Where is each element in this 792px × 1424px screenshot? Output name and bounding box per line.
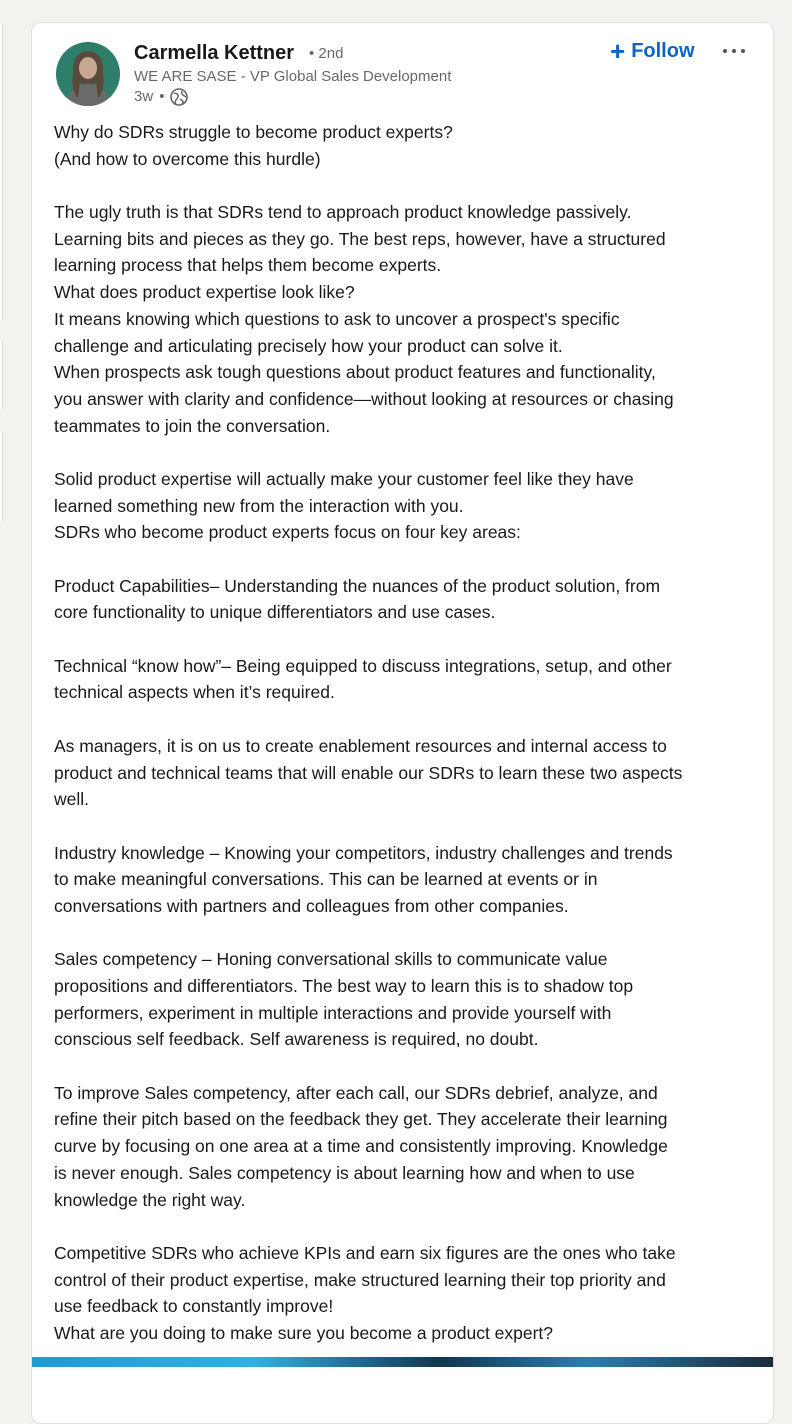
author-name[interactable]: Carmella Kettner xyxy=(134,42,295,64)
left-panel-edge xyxy=(0,432,3,522)
more-options-button[interactable] xyxy=(720,37,748,65)
post-text-line: learned something new from the interaction with you. xyxy=(54,495,464,516)
post-text-line: conversations with partners and colleagues from other companies. xyxy=(54,895,569,916)
post-text-line: (And how to overcome this hurdle) xyxy=(54,148,321,169)
post-text-line: What are you doing to make sure you become a product expert? xyxy=(54,1322,554,1343)
paragraph-break xyxy=(54,813,758,840)
post-time: 3w xyxy=(134,88,154,105)
paragraph-break xyxy=(54,172,758,199)
post-text-line: What does product expertise look like? xyxy=(54,282,355,303)
more-icon xyxy=(722,48,746,54)
feed-post-card xyxy=(31,22,774,1424)
left-panel-edge xyxy=(0,24,3,320)
post-text-line: core functionality to unique differentiators and use cases. xyxy=(54,602,496,623)
paragraph-break xyxy=(54,920,758,947)
paragraph-break xyxy=(54,626,758,653)
post-text-line: to make meaningful conversations. This can be learned at events or in xyxy=(54,869,598,890)
post-text-line: use feedback to constantly improve! xyxy=(54,1296,334,1317)
post-text-line: knowledge the right way. xyxy=(54,1189,246,1210)
post-text-line: To improve Sales competency, after each call, our SDRs debrief, analyze, and xyxy=(54,1082,658,1103)
post-text-line: learning process that helps them become experts. xyxy=(54,255,442,276)
post-text-line: well. xyxy=(54,789,90,810)
paragraph-break xyxy=(54,546,758,573)
post-text-line: is never enough. Sales competency is about learning how and when to use xyxy=(54,1162,635,1183)
post-text-line: conscious self feedback. Self awareness is required, no doubt. xyxy=(54,1029,539,1050)
avatar[interactable] xyxy=(56,42,120,106)
author-headline: WE ARE SASE - VP Global Sales Development xyxy=(134,68,452,85)
post-text-line: technical aspects when it’s required. xyxy=(54,682,335,703)
connection-degree: • 2nd xyxy=(309,45,344,62)
separator-dot: • xyxy=(159,88,165,105)
follow-label: Follow xyxy=(631,39,695,62)
post-text-line: challenge and articulating precisely how your product can solve it. xyxy=(54,335,563,356)
post-text-line: Industry knowledge – Knowing your competitors, industry challenges and trends xyxy=(54,842,673,863)
post-text-line: performers, experiment in multiple interactions and provide yourself with xyxy=(54,1002,612,1023)
post-text-line: control of their product expertise, make structured learning their top priority and xyxy=(54,1269,666,1290)
plus-icon: + xyxy=(610,36,626,66)
paragraph-break xyxy=(54,1053,758,1080)
left-panel-edge xyxy=(0,340,3,410)
paragraph-break xyxy=(54,439,758,466)
post-text-line: Competitive SDRs who achieve KPIs and earn six figures are the ones who take xyxy=(54,1242,676,1263)
paragraph-break xyxy=(54,1213,758,1240)
post-text-line: It means knowing which questions to ask to uncover a prospect's specific xyxy=(54,308,620,329)
post-image[interactable] xyxy=(32,1357,773,1367)
post-text-line: Why do SDRs struggle to become product experts? xyxy=(54,122,453,142)
globe-icon xyxy=(170,88,188,106)
post-text-line: teammates to join the conversation. xyxy=(54,415,331,436)
post-text-line: When prospects ask tough questions about product features and functionality, xyxy=(54,362,656,383)
post-text-line: you answer with clarity and confidence—without looking at resources or chasing xyxy=(54,388,674,409)
post-text-line: refine their pitch based on the feedback they get. They accelerate their learning xyxy=(54,1109,668,1130)
post-text xyxy=(54,119,758,1347)
paragraph-break xyxy=(54,706,758,733)
post-text-line: Technical “know how”– Being equipped to discuss integrations, setup, and other xyxy=(54,655,672,676)
post-text-line: propositions and differentiators. The best way to learn this is to shadow top xyxy=(54,976,634,996)
post-text-line: curve by focusing on one area at a time and consistently improving. Knowledge xyxy=(54,1136,668,1157)
post-text-line: Learning bits and pieces as they go. The best reps, however, have a structured xyxy=(54,228,666,249)
post-text-line: The ugly truth is that SDRs tend to approach product knowledge passively. xyxy=(54,202,632,223)
post-text-line: Solid product expertise will actually make your customer feel like they have xyxy=(54,468,634,489)
post-meta xyxy=(134,87,188,107)
post-text-line: As managers, it is on us to create enablement resources and internal access to xyxy=(54,735,667,756)
post-text-line: Sales competency – Honing conversational skills to communicate value xyxy=(54,949,608,970)
post-text-line: product and technical teams that will enable our SDRs to learn these two aspects xyxy=(54,762,683,783)
follow-button[interactable] xyxy=(606,35,699,67)
post-text-line: SDRs who become product experts focus on four key areas: xyxy=(54,522,521,543)
post-text-line: Product Capabilities– Understanding the nuances of the product solution, from xyxy=(54,575,661,596)
